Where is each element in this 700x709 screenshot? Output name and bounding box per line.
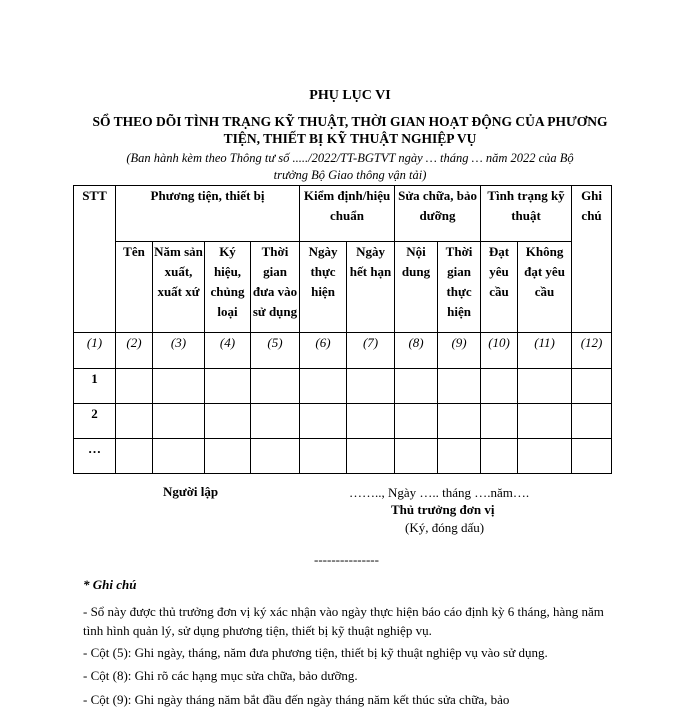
header-symbol-type: Ký hiệu, chủng loại — [205, 242, 251, 333]
table-row — [74, 439, 612, 474]
table-cell — [251, 439, 300, 474]
table-cell — [438, 369, 481, 404]
table-cell — [205, 404, 251, 439]
table-cell — [251, 369, 300, 404]
header-expiry-date: Ngày hết hạn — [347, 242, 395, 333]
table-cell — [395, 439, 438, 474]
note-paragraph: - Cột (5): Ghi ngày, tháng, năm đưa phương tiện, thiết bị kỹ thuật nghiệp vụ vào sử dụng. — [83, 645, 548, 660]
header-notes: Ghi chú — [572, 186, 612, 333]
issued-note-line1: (Ban hành kèm theo Thông tư số ...../2022/TT-BGTVT ngày … tháng … năm 2022 của Bộ — [126, 151, 574, 165]
table-cell — [347, 404, 395, 439]
table-cell — [347, 369, 395, 404]
col-num: (3) — [153, 333, 205, 369]
table-cell — [572, 404, 612, 439]
header-technical-status: Tình trạng kỹ thuật — [481, 186, 572, 242]
table-cell — [481, 369, 518, 404]
table-cell — [300, 404, 347, 439]
table-cell — [395, 404, 438, 439]
col-num: (9) — [438, 333, 481, 369]
table-cell — [572, 439, 612, 474]
col-num: (1) — [74, 333, 116, 369]
header-meets: Đạt yêu cầu — [481, 242, 518, 333]
col-num: (2) — [116, 333, 153, 369]
row-index: 2 — [74, 404, 116, 439]
note-paragraph: - Cột (9): Ghi ngày tháng năm bắt đầu đến ngày tháng năm kết thúc sửa chữa, bảo — [83, 692, 510, 707]
table-cell — [116, 369, 153, 404]
date-line: …….., Ngày ….. tháng ….năm…. — [349, 485, 530, 500]
header-exec-date: Ngày thực hiện — [300, 242, 347, 333]
equipment-tracking-table — [73, 185, 612, 474]
table-group-header-row — [74, 186, 612, 242]
header-repair-time: Thời gian thực hiện — [438, 242, 481, 333]
header-inspection: Kiểm định/hiệu chuẩn — [300, 186, 395, 242]
col-num: (7) — [347, 333, 395, 369]
header-name: Tên — [116, 242, 153, 333]
header-equipment: Phương tiện, thiết bị — [116, 186, 300, 242]
col-num: (12) — [572, 333, 612, 369]
row-index: 1 — [74, 369, 116, 404]
table-cell — [347, 439, 395, 474]
document-title-line2: TIỆN, THIẾT BỊ KỸ THUẬT NGHIỆP VỤ — [223, 131, 477, 146]
header-repair: Sửa chữa, bảo dưỡng — [395, 186, 481, 242]
table-cell — [300, 439, 347, 474]
table-cell — [518, 439, 572, 474]
issued-note-line2: trưởng Bộ Giao thông vận tải) — [273, 168, 427, 182]
table-cell — [153, 369, 205, 404]
row-index: … — [74, 439, 116, 474]
table-cell — [251, 404, 300, 439]
table-cell — [518, 404, 572, 439]
table-cell — [300, 369, 347, 404]
table-cell — [116, 439, 153, 474]
header-content: Nội dung — [395, 242, 438, 333]
table-cell — [116, 404, 153, 439]
appendix-title: PHỤ LỤC VI — [309, 88, 391, 103]
table-cell — [572, 369, 612, 404]
table-row — [74, 369, 612, 404]
unit-head-label: Thủ trưởng đơn vị — [391, 502, 495, 517]
header-year-origin: Năm sản xuất, xuất xứ — [153, 242, 205, 333]
column-number-row — [74, 333, 612, 369]
col-num: (4) — [205, 333, 251, 369]
sign-stamp-note: (Ký, đóng dấu) — [405, 520, 485, 535]
table-cell — [438, 439, 481, 474]
col-num: (8) — [395, 333, 438, 369]
table-cell — [205, 439, 251, 474]
separator: --------------- — [314, 552, 379, 567]
table-cell — [481, 404, 518, 439]
table-cell — [153, 439, 205, 474]
col-num: (6) — [300, 333, 347, 369]
header-usage-time: Thời gian đưa vào sử dụng — [251, 242, 300, 333]
document-title-line1: SỔ THEO DÕI TÌNH TRẠNG KỸ THUẬT, THỜI GIAN HOẠT ĐỘNG CỦA PHƯƠNG — [92, 114, 608, 129]
col-num: (5) — [251, 333, 300, 369]
preparer-label: Người lập — [163, 484, 219, 499]
header-stt: STT — [74, 186, 116, 333]
note-paragraph: - Sổ này được thủ trưởng đơn vị ký xác nhận vào ngày thực hiện báo cáo định kỳ 6 tháng, hàng năm tình hình quản lý, sử dụng phương tiện, thiết bị kỹ thuật nghiệp vụ. — [83, 604, 604, 638]
table-cell — [205, 369, 251, 404]
table-cell — [153, 404, 205, 439]
table-cell — [438, 404, 481, 439]
note-paragraph: - Cột (8): Ghi rõ các hạng mục sửa chữa, bảo dưỡng. — [83, 668, 358, 683]
header-not-meets: Không đạt yêu cầu — [518, 242, 572, 333]
col-num: (10) — [481, 333, 518, 369]
table-cell — [395, 369, 438, 404]
table-row — [74, 404, 612, 439]
col-num: (11) — [518, 333, 572, 369]
notes-heading: * Ghi chú — [83, 577, 137, 592]
table-cell — [481, 439, 518, 474]
table-sub-header-row — [74, 242, 612, 333]
table-cell — [518, 369, 572, 404]
